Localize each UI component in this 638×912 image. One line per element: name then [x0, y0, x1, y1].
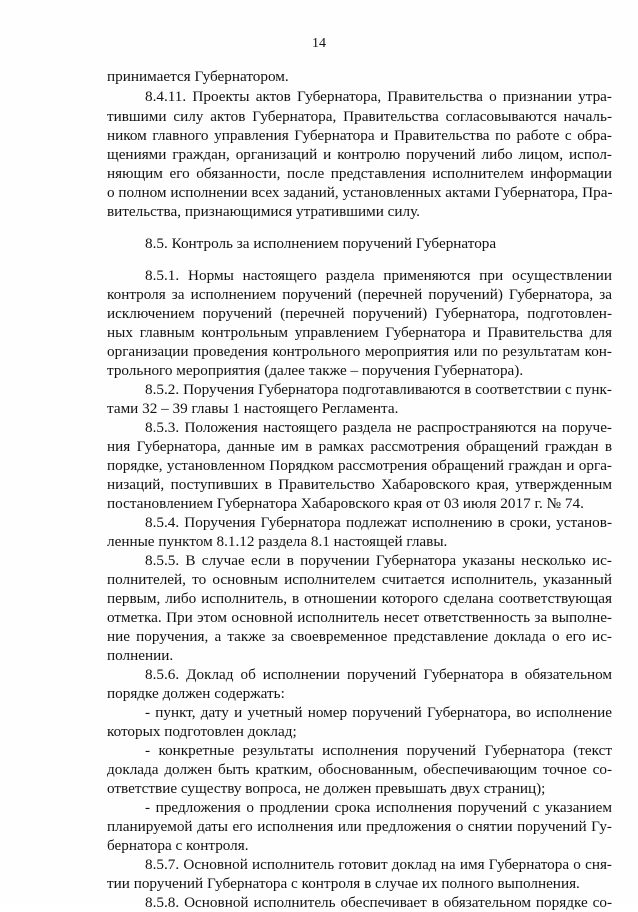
text-line: ных главным контрольным управлением Губернатора и Правительства для [107, 324, 612, 341]
text-line: контроля за исполнением поручений (перечней поручений) Губернатора, за [107, 286, 612, 303]
text-line: трольного мероприятия (далее также – поручения Губернатора). [107, 362, 524, 379]
text-line: ленные пунктом 8.1.12 раздела 8.1 настоящей главы. [107, 533, 448, 550]
section-heading: 8.5. Контроль за исполнением поручений Губернатора [145, 235, 497, 252]
text-line: 8.5.8. Основной исполнитель обеспечивает в обязательном порядке со- [145, 894, 612, 911]
text-line: полнении. [107, 647, 174, 664]
text-line: 8.5.2. Поручения Губернатора подготавливаются в соответствии с пунк- [145, 381, 612, 398]
text-line: первым, либо исполнитель, в отношении которого сделана соответствующая [107, 590, 612, 607]
text-line: принимается Губернатором. [107, 68, 289, 85]
text-line: - пункт, дату и учетный номер поручений Губернатора, во исполнение [145, 704, 612, 721]
text-line: 8.5.6. Доклад об исполнении поручений Губернатора в обязательном [145, 666, 612, 683]
text-line: планируемой даты его исполнения или предложения о снятии поручений Гу- [107, 818, 612, 835]
text-line: исключением поручений (перечней поручений) Губернатора, подготовлен- [107, 305, 612, 322]
text-line: няющим его обязанности, после представления исполнителем информации [107, 165, 612, 182]
text-line: - конкретные результаты исполнения поручений Губернатора (текст [145, 742, 612, 759]
text-line: щениями граждан, организаций и контролю поручений либо лицом, испол- [107, 146, 612, 163]
text-line: доклада должен быть кратким, обоснованным, обеспечивающим точное со- [107, 761, 612, 778]
text-line: ником главного управления Губернатора и Правительства по работе с обра- [107, 127, 612, 144]
text-line: полнителей, то основным исполнителем считается исполнитель, указанный [107, 571, 612, 588]
text-line: ответствие существу вопроса, не должен превышать двух страниц); [107, 780, 546, 797]
text-line: о полном исполнении всех заданий, установленных актами Губернатора, Пра- [107, 184, 613, 201]
page-number: 14 [312, 36, 326, 51]
text-line: организации проведения контрольного мероприятия или по результатам кон- [107, 343, 612, 360]
text-line: 8.5.7. Основной исполнитель готовит доклад на имя Губернатора о сня- [145, 856, 612, 873]
text-line: тии поручений Губернатора с контроля в случае их полного выполнения. [107, 875, 580, 892]
text-line: тами 32 – 39 главы 1 настоящего Регламента. [107, 400, 399, 417]
text-line: 8.5.5. В случае если в поручении Губернатора указаны несколько ис- [145, 552, 612, 569]
text-line: ния Губернатора, данные им в рамках рассмотрения обращений граждан в [107, 438, 612, 455]
text-line: 8.5.3. Положения настоящего раздела не распространяются на поруче- [145, 419, 612, 436]
text-line: тившими силу актов Губернатора, Правительства согласовываются началь- [107, 108, 612, 125]
text-line: 8.5.4. Поручения Губернатора подлежат исполнению в сроки, установ- [145, 514, 612, 531]
text-line: низаций, поступивших в Правительство Хабаровского края, утвержденным [107, 476, 612, 493]
text-line: бернатора с контроля. [107, 837, 249, 854]
text-line: порядке должен содержать: [107, 685, 285, 702]
text-line: постановлением Губернатора Хабаровского края от 03 июля 2017 г. № 74. [107, 495, 584, 512]
text-line: - предложения о продлении срока исполнения поручений с указанием [145, 799, 612, 816]
text-line: вительства, признающимися утратившими силу. [107, 203, 420, 220]
text-line: 8.5.1. Нормы настоящего раздела применяются при осуществлении [145, 267, 612, 284]
text-line: ние поручения, а также за своевременное представление доклада о его ис- [107, 628, 612, 645]
text-line: отметка. При этом основной исполнитель несет ответственность за выполне- [107, 609, 612, 626]
text-line: которых подготовлен доклад; [107, 723, 297, 740]
text-line: 8.4.11. Проекты актов Губернатора, Правительства о признании утра- [145, 88, 612, 105]
text-line: порядке, установленном Порядком рассмотрения обращений граждан и орга- [107, 457, 612, 474]
